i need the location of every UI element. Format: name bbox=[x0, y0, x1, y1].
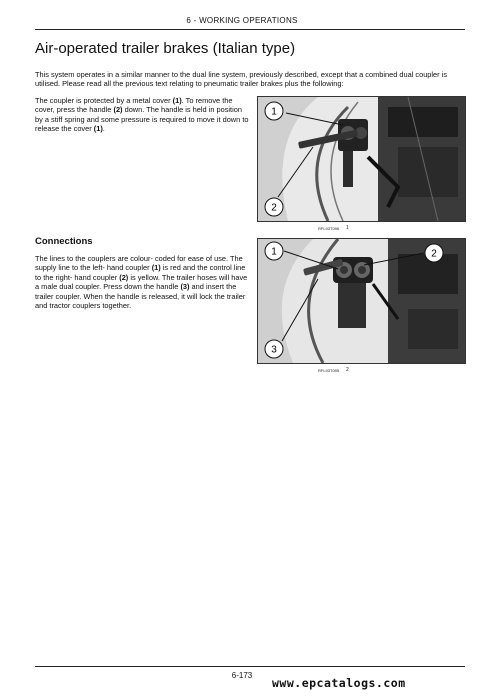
figure-2-number: 2 bbox=[346, 367, 349, 373]
intro-paragraph: This system operates in a similar manner to the dual line system, previously described, except that a combined dual coupler is utilised. Please read all the previous text relating to pneumatic trailer brakes plus the following: bbox=[35, 70, 448, 89]
connections-heading: Connections bbox=[35, 236, 93, 247]
figure-2-callout-2: 2 bbox=[431, 248, 437, 260]
figure-1-number: 1 bbox=[346, 225, 349, 231]
header-rule bbox=[35, 29, 465, 30]
connections-paragraph: The lines to the couplers are colour- coded for ease of use. The supply line to the left- hand coupler (1) is red and the control line to the right- hand coupler (2) is yellow. The trailer hoses will have a male dual coupler. Press down the handle (3) and insert the trailer coupler. When the handle is released, it will lock the trailer and tractor couplers together. bbox=[35, 254, 248, 311]
cover-paragraph: The coupler is protected by a metal cover (1). To remove the cover, press the handle (2) down. The handle is held in position by a stiff spring and some pressure is required to move it down to release the cover (1). bbox=[35, 96, 249, 134]
figure-2-code: RFL93T095 bbox=[318, 368, 340, 373]
figure-1-photo bbox=[257, 96, 466, 222]
figure-1-callout-1: 1 bbox=[271, 106, 277, 118]
footer-rule bbox=[35, 666, 465, 667]
figure-2-callout-3: 3 bbox=[271, 344, 277, 356]
page-title: Air-operated trailer brakes (Italian type) bbox=[35, 40, 296, 57]
figure-2-callout-1: 1 bbox=[271, 246, 277, 258]
figure-1-code: RFL93T096 bbox=[318, 226, 340, 231]
page-number: 6-173 bbox=[231, 671, 253, 680]
figure-2-photo bbox=[257, 238, 466, 364]
watermark: www.epcatalogs.com bbox=[272, 676, 406, 690]
section-header: 6 - WORKING OPERATIONS bbox=[186, 16, 298, 25]
figure-1-callout-2: 2 bbox=[271, 202, 277, 214]
